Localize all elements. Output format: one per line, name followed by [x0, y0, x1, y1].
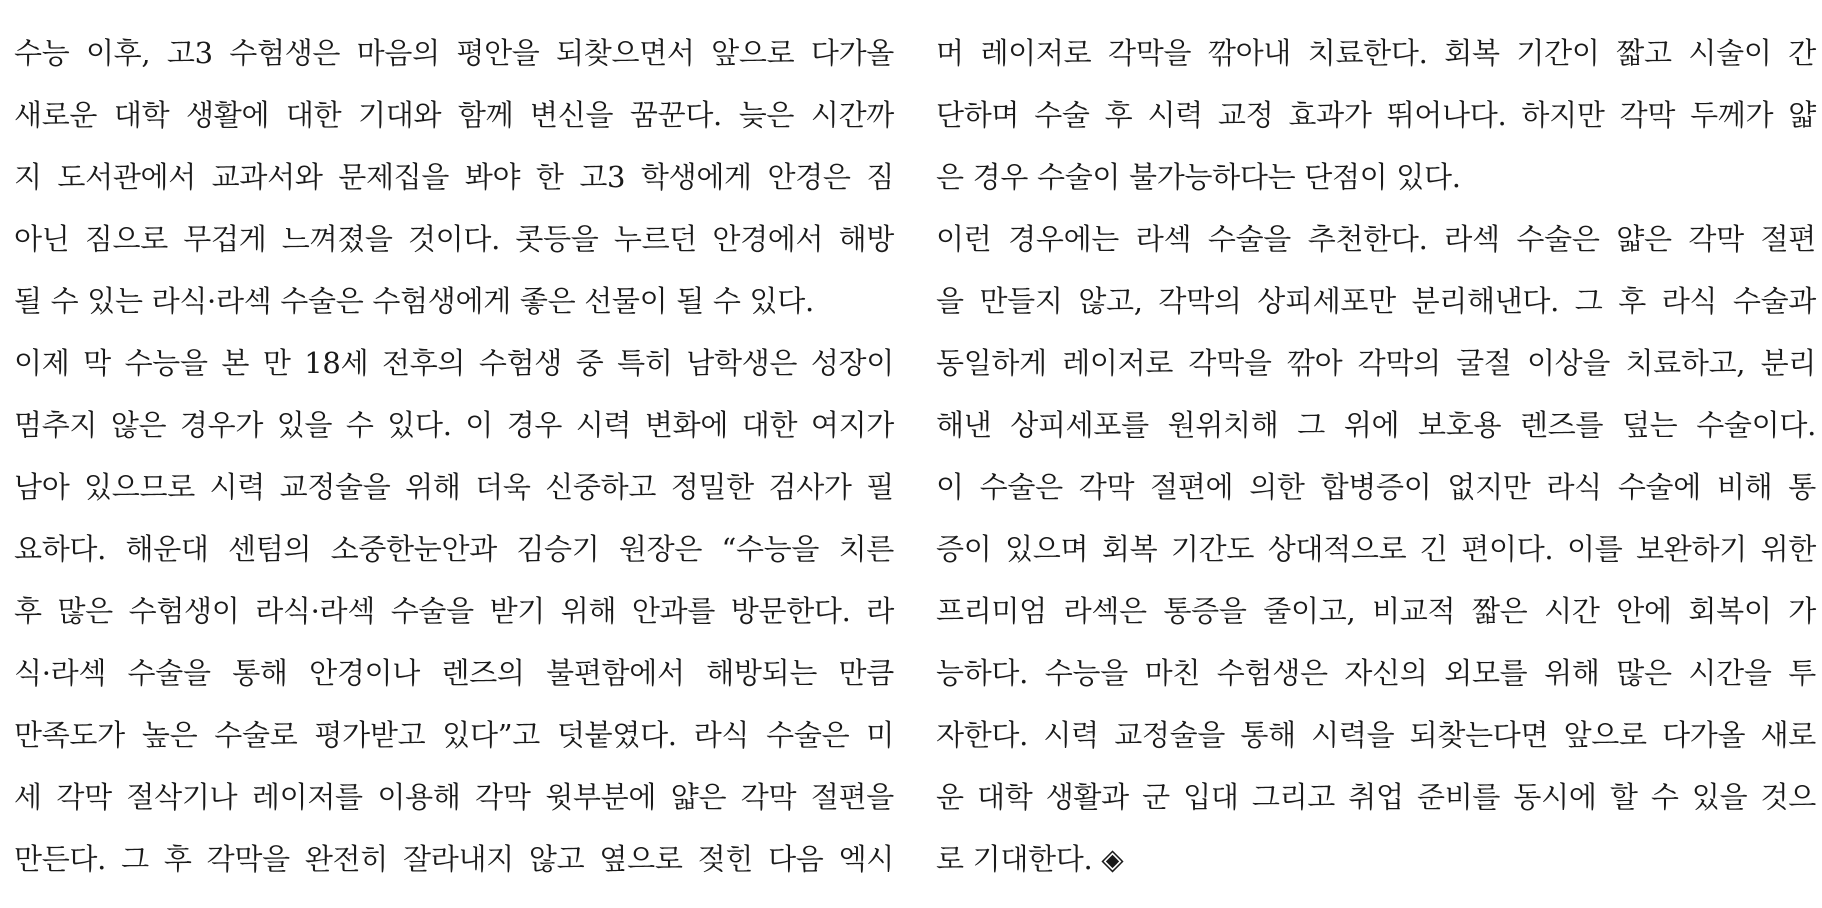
text-line: 만족도가 높은 수술로 평가받고 있다”고 덧붙였다. 라식 수술은 미	[14, 718, 894, 752]
text-line: 이런 경우에는 라섹 수술을 추천한다. 라섹 수술은 얇은 각막 절편	[936, 222, 1816, 256]
text-line: 로 기대한다. ◈	[936, 842, 1124, 876]
text-line: 증이 있으며 회복 기간도 상대적으로 긴 편이다. 이를 보완하기 위한	[936, 532, 1816, 566]
text-line: 아닌 짐으로 무겁게 느껴졌을 것이다. 콧등을 누르던 안경에서 해방	[14, 222, 894, 256]
text-line: 을 만들지 않고, 각막의 상피세포만 분리해낸다. 그 후 라식 수술과	[936, 284, 1816, 318]
text-line: 새로운 대학 생활에 대한 기대와 함께 변신을 꿈꾼다. 늦은 시간까	[14, 98, 894, 132]
text-line: 수능 이후, 고3 수험생은 마음의 평안을 되찾으면서 앞으로 다가올	[14, 36, 894, 70]
text-line: 이제 막 수능을 본 만 18세 전후의 수험생 중 특히 남학생은 성장이	[14, 346, 894, 380]
text-line: 머 레이저로 각막을 깎아내 치료한다. 회복 기간이 짧고 시술이 간	[936, 36, 1816, 70]
text-line: 멈추지 않은 경우가 있을 수 있다. 이 경우 시력 변화에 대한 여지가	[14, 408, 894, 442]
text-line: 자한다. 시력 교정술을 통해 시력을 되찾는다면 앞으로 다가올 새로	[936, 718, 1816, 752]
text-line: 운 대학 생활과 군 입대 그리고 취업 준비를 동시에 할 수 있을 것으	[936, 780, 1816, 814]
text-line: 이 수술은 각막 절편에 의한 합병증이 없지만 라식 수술에 비해 통	[936, 470, 1816, 504]
text-line: 해낸 상피세포를 원위치해 그 위에 보호용 렌즈를 덮는 수술이다.	[936, 408, 1816, 442]
text-line: 프리미엄 라섹은 통증을 줄이고, 비교적 짧은 시간 안에 회복이 가	[936, 594, 1816, 628]
right-column	[936, 22, 1816, 890]
text-line: 은 경우 수술이 불가능하다는 단점이 있다.	[936, 160, 1461, 194]
text-line: 식·라섹 수술을 통해 안경이나 렌즈의 불편함에서 해방되는 만큼	[14, 656, 894, 690]
text-line: 남아 있으므로 시력 교정술을 위해 더욱 신중하고 정밀한 검사가 필	[14, 470, 894, 504]
text-line: 세 각막 절삭기나 레이저를 이용해 각막 윗부분에 얇은 각막 절편을	[14, 780, 894, 814]
text-line: 후 많은 수험생이 라식·라섹 수술을 받기 위해 안과를 방문한다. 라	[14, 594, 894, 628]
left-column	[14, 22, 894, 890]
text-line: 동일하게 레이저로 각막을 깎아 각막의 굴절 이상을 치료하고, 분리	[936, 346, 1816, 380]
text-line: 지 도서관에서 교과서와 문제집을 봐야 한 고3 학생에게 안경은 짐	[14, 160, 894, 194]
text-line: 될 수 있는 라식·라섹 수술은 수험생에게 좋은 선물이 될 수 있다.	[14, 284, 814, 318]
text-line: 만든다. 그 후 각막을 완전히 잘라내지 않고 옆으로 젖힌 다음 엑시	[14, 842, 894, 876]
text-line: 능하다. 수능을 마친 수험생은 자신의 외모를 위해 많은 시간을 투	[936, 656, 1816, 690]
text-line: 단하며 수술 후 시력 교정 효과가 뛰어나다. 하지만 각막 두께가 얇	[936, 98, 1816, 132]
text-line: 요하다. 해운대 센텀의 소중한눈안과 김승기 원장은 “수능을 치른	[14, 532, 894, 566]
